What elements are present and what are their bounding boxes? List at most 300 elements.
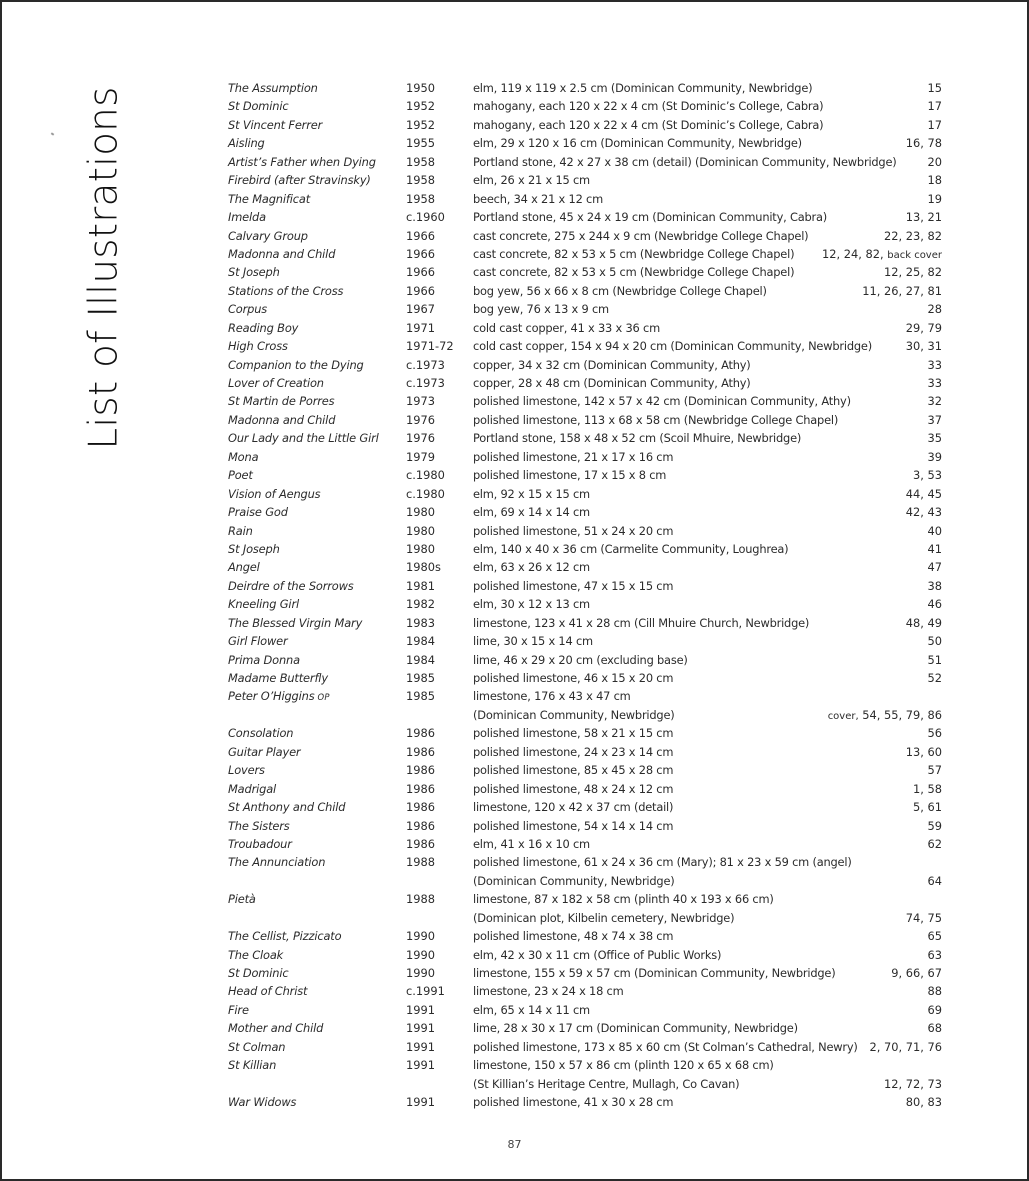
artwork-description: polished limestone, 48 x 74 x 38 cm	[473, 929, 674, 944]
artwork-page-numbers: 12, 72, 73	[884, 1076, 942, 1091]
artwork-page-numbers: 32	[927, 394, 942, 409]
artwork-description: bog yew, 76 x 13 x 9 cm	[473, 302, 609, 317]
artwork-pages	[928, 595, 943, 613]
artwork-title	[228, 890, 256, 908]
list-item	[228, 171, 946, 189]
artwork-year: 1958	[406, 173, 435, 188]
artwork-year: c.1980	[406, 486, 445, 501]
list-item	[228, 503, 946, 521]
list-item	[228, 964, 946, 982]
artwork-title	[228, 558, 260, 576]
artwork-page-numbers: 16, 78	[905, 136, 942, 151]
artwork-year: 1983	[406, 615, 435, 630]
artwork-year: 1982	[406, 597, 435, 612]
artwork-year: 1991	[406, 1039, 435, 1054]
artwork-title-text: Stations of the Cross	[228, 283, 344, 298]
artwork-year: 1991	[406, 1002, 435, 1017]
list-item-continuation	[228, 706, 946, 724]
artwork-page-numbers: 12, 25, 82	[884, 265, 942, 280]
artwork-year: 1990	[406, 929, 435, 944]
artwork-title-text: Madonna and Child	[228, 246, 336, 261]
artwork-pages	[906, 485, 942, 503]
artwork-title-text: Deirdre of the Sorrows	[228, 578, 354, 593]
artwork-title-text: Fire	[228, 1002, 249, 1017]
artwork-description: polished limestone, 46 x 15 x 20 cm	[473, 671, 674, 685]
list-item	[228, 337, 946, 355]
list-item	[228, 190, 946, 208]
artwork-description: lime, 46 x 29 x 20 cm (excluding base)	[473, 652, 688, 667]
artwork-year: 1981	[406, 578, 435, 593]
list-item	[228, 97, 946, 115]
artwork-description: polished limestone, 51 x 24 x 20 cm	[473, 523, 674, 538]
artwork-title-text: The Assumption	[228, 81, 318, 95]
list-item	[228, 632, 946, 650]
artwork-title-text: High Cross	[228, 339, 288, 354]
artwork-title	[228, 282, 343, 300]
artwork-page-numbers: 56	[927, 726, 942, 741]
artwork-pages	[928, 522, 943, 540]
artwork-year: 1966	[406, 265, 435, 280]
artwork-description: polished limestone, 142 x 57 x 42 cm (Dominican Community, Athy)	[473, 394, 851, 409]
list-item	[228, 116, 946, 134]
list-item	[228, 1056, 946, 1074]
page-title	[83, 82, 125, 454]
artwork-page-numbers: 38	[927, 578, 942, 593]
artwork-pages	[928, 1001, 943, 1019]
artwork-description: elm, 63 x 26 x 12 cm	[473, 560, 590, 575]
list-item	[228, 319, 946, 337]
artwork-year: c.1973	[406, 376, 445, 390]
artwork-title-text: Corpus	[228, 302, 268, 317]
artwork-year: 1986	[406, 836, 435, 851]
artwork-description: polished limestone, 41 x 30 x 28 cm	[473, 1095, 674, 1110]
artwork-pages	[928, 171, 943, 189]
artwork-year: 1991	[406, 1095, 435, 1110]
artwork-title	[228, 614, 362, 632]
artwork-pages	[928, 116, 943, 134]
artwork-title-text: St Joseph	[228, 265, 280, 280]
artwork-title-text: Girl Flower	[228, 634, 288, 649]
scan-speck	[51, 132, 55, 135]
artwork-page-numbers: 59	[927, 818, 942, 833]
artwork-year: c.1991	[406, 984, 445, 999]
artwork-title-text: The Cloak	[228, 947, 284, 962]
artwork-pages	[928, 411, 943, 429]
artwork-page-numbers: 50	[927, 634, 942, 649]
artwork-title	[228, 982, 307, 1000]
artwork-title-text: War Widows	[228, 1095, 297, 1110]
artwork-page-numbers: 3, 53	[913, 468, 942, 483]
artwork-year: 1986	[406, 726, 435, 741]
list-item	[228, 263, 946, 281]
artwork-pages	[906, 337, 942, 355]
artwork-year: 1984	[406, 634, 435, 649]
artwork-page-numbers: 41	[927, 541, 942, 556]
artwork-page-numbers: 74, 75	[905, 910, 942, 925]
artwork-pages	[906, 614, 942, 632]
artwork-title	[228, 522, 253, 540]
artwork-year: 1990	[406, 947, 435, 962]
artwork-year: 1976	[406, 431, 435, 446]
artwork-pages	[928, 429, 943, 447]
artwork-pages	[828, 706, 942, 726]
list-item	[228, 651, 946, 669]
list-item	[228, 282, 946, 300]
artwork-description: polished limestone, 24 x 23 x 14 cm	[473, 744, 674, 759]
artwork-year: 1980	[406, 541, 435, 556]
artwork-page-numbers: 42, 43	[905, 505, 942, 520]
artwork-title	[228, 392, 334, 410]
artwork-page-numbers: 62	[927, 836, 942, 851]
artwork-pages	[928, 835, 943, 853]
artwork-title	[228, 595, 299, 613]
artwork-pages	[928, 761, 943, 779]
artwork-description: limestone, 123 x 41 x 28 cm (Cill Mhuire Church, Newbridge)	[473, 615, 810, 630]
artwork-title-text: Calvary Group	[228, 228, 308, 243]
artwork-description: elm, 29 x 120 x 16 cm (Dominican Community, Newbridge)	[473, 136, 802, 151]
artwork-pages	[928, 632, 943, 650]
artwork-description: cast concrete, 82 x 53 x 5 cm (Newbridge College Chapel)	[473, 246, 795, 261]
list-item	[228, 227, 946, 245]
artwork-year: 1958	[406, 191, 435, 206]
list-item	[228, 817, 946, 835]
artwork-description: limestone, 150 x 57 x 86 cm (plinth 120 x 65 x 68 cm)	[473, 1058, 774, 1073]
artwork-title-suffix: OP	[317, 692, 330, 703]
artwork-page-numbers: 46	[927, 597, 942, 612]
artwork-pages	[870, 1038, 942, 1056]
artwork-page-numbers: 51	[927, 652, 942, 667]
artwork-title	[228, 761, 265, 779]
artwork-year: 1984	[406, 652, 435, 667]
artwork-description: elm, 119 x 119 x 2.5 cm (Dominican Community, Newbridge)	[473, 81, 813, 95]
artwork-title	[228, 1093, 296, 1111]
artwork-description: cold cast copper, 41 x 33 x 36 cm	[473, 320, 660, 335]
artwork-title-text: Mona	[228, 449, 259, 464]
artwork-description: (St Killian’s Heritage Centre, Mullagh, Co Cavan)	[473, 1076, 740, 1091]
list-item	[228, 982, 946, 1000]
artwork-page-numbers: 44, 45	[905, 486, 942, 501]
list-item	[228, 798, 946, 816]
artwork-title	[228, 116, 322, 134]
artwork-description: polished limestone, 61 x 24 x 36 cm (Mary); 81 x 23 x 59 cm (angel)	[473, 855, 852, 870]
list-item	[228, 208, 946, 226]
artwork-pages	[913, 466, 942, 484]
artwork-title	[228, 853, 325, 871]
list-item	[228, 1093, 946, 1111]
artwork-page-numbers: 52	[927, 671, 942, 685]
artwork-description: (Dominican Community, Newbridge)	[473, 873, 675, 888]
list-item	[228, 300, 946, 318]
artwork-year: 1986	[406, 744, 435, 759]
artwork-page-numbers: 12, 24, 82,	[822, 246, 884, 261]
artwork-page-numbers: 28	[927, 302, 942, 317]
artwork-description: elm, 69 x 14 x 14 cm	[473, 505, 590, 520]
artwork-year: 1991	[406, 1021, 435, 1036]
artwork-title-text: St Vincent Ferrer	[228, 117, 323, 132]
artwork-description: elm, 30 x 12 x 13 cm	[473, 597, 590, 612]
artwork-title-text: St Anthony and Child	[228, 800, 346, 815]
list-item	[228, 614, 946, 632]
artwork-title-text: Kneeling Girl	[228, 597, 299, 612]
artwork-pages	[928, 448, 943, 466]
artwork-page-numbers: 47	[927, 560, 942, 575]
artwork-title	[228, 448, 258, 466]
artwork-title	[228, 669, 328, 687]
artwork-title	[228, 577, 354, 595]
artwork-pages	[928, 872, 943, 890]
illustration-list	[228, 79, 946, 1112]
artwork-pages	[906, 743, 942, 761]
artwork-description: elm, 92 x 15 x 15 cm	[473, 486, 590, 501]
artwork-title-text: Our Lady and the Little Girl	[228, 431, 379, 446]
list-item	[228, 392, 946, 410]
artwork-description: limestone, 23 x 24 x 18 cm	[473, 984, 624, 999]
artwork-year: 1952	[406, 99, 435, 114]
artwork-pages	[928, 540, 943, 558]
artwork-year: 1955	[406, 136, 435, 151]
artwork-page-numbers: 65	[927, 929, 942, 944]
artwork-title	[228, 1056, 276, 1074]
page-title-text: List of Illustrations	[81, 86, 127, 450]
list-item	[228, 724, 946, 742]
artwork-title-text: Pietà	[228, 892, 256, 907]
artwork-page-numbers: 13, 60	[905, 744, 942, 759]
list-item	[228, 411, 946, 429]
artwork-title	[228, 171, 371, 189]
list-item	[228, 835, 946, 853]
artwork-description: elm, 140 x 40 x 36 cm (Carmelite Community, Loughrea)	[473, 541, 789, 556]
artwork-year: 1966	[406, 246, 435, 261]
artwork-description: (Dominican plot, Kilbelin cemetery, Newbridge)	[473, 910, 735, 925]
artwork-title	[228, 356, 364, 374]
artwork-year: 1991	[406, 1058, 435, 1073]
artwork-title-text: Head of Christ	[228, 984, 308, 999]
artwork-title	[228, 153, 376, 171]
artwork-title	[228, 503, 288, 521]
artwork-year: 1971-72	[406, 339, 454, 354]
artwork-pages	[928, 300, 943, 318]
artwork-description: Portland stone, 45 x 24 x 19 cm (Dominican Community, Cabra)	[473, 210, 828, 225]
artwork-title-text: Vision of Aengus	[228, 486, 321, 501]
artwork-title-text: Peter O’Higgins	[228, 689, 315, 704]
artwork-year: 1988	[406, 892, 435, 907]
list-item	[228, 687, 946, 705]
list-item	[228, 522, 946, 540]
artwork-page-numbers: 33	[927, 357, 942, 372]
artwork-title	[228, 300, 267, 318]
artwork-title	[228, 263, 280, 281]
artwork-title-text: Firebird (after Stravinsky)	[228, 173, 371, 188]
artwork-page-numbers: 54, 55, 79, 86	[862, 707, 942, 722]
artwork-page-numbers: 9, 66, 67	[891, 966, 942, 980]
artwork-page-numbers: 29, 79	[905, 320, 942, 335]
artwork-description: limestone, 155 x 59 x 57 cm (Dominican Community, Newbridge)	[473, 966, 836, 980]
artwork-pages	[906, 319, 942, 337]
list-item	[228, 485, 946, 503]
artwork-title	[228, 687, 330, 706]
artwork-title	[228, 780, 276, 798]
list-item	[228, 153, 946, 171]
artwork-title	[228, 1001, 249, 1019]
artwork-title	[228, 245, 335, 263]
artwork-title	[228, 927, 341, 945]
artwork-page-numbers: 37	[927, 412, 942, 427]
list-item	[228, 374, 946, 392]
artwork-pages	[928, 651, 943, 669]
artwork-year: 1966	[406, 283, 435, 298]
list-item	[228, 927, 946, 945]
artwork-pages	[928, 724, 943, 742]
artwork-pages	[906, 503, 942, 521]
artwork-page-numbers: 69	[927, 1002, 942, 1017]
artwork-year: 1986	[406, 818, 435, 833]
artwork-title	[228, 319, 298, 337]
artwork-description: polished limestone, 85 x 45 x 28 cm	[473, 763, 674, 778]
artwork-page-numbers: 13, 21	[905, 210, 942, 225]
artwork-pages	[862, 282, 942, 300]
artwork-pages	[928, 946, 943, 964]
list-item	[228, 853, 946, 871]
artwork-title	[228, 134, 265, 152]
artwork-title	[228, 540, 280, 558]
page-number: 87	[507, 1138, 522, 1151]
artwork-title-text: The Magnificat	[228, 191, 311, 206]
artwork-year: 1980s	[406, 560, 441, 575]
artwork-description: cast concrete, 82 x 53 x 5 cm (Newbridge College Chapel)	[473, 265, 795, 280]
artwork-pages	[928, 97, 943, 115]
artwork-title	[228, 374, 324, 392]
artwork-title-text: The Blessed Virgin Mary	[228, 615, 363, 630]
artwork-page-numbers: 40	[927, 523, 942, 538]
artwork-title	[228, 485, 320, 503]
artwork-title	[228, 798, 345, 816]
list-item	[228, 466, 946, 484]
artwork-description: polished limestone, 54 x 14 x 14 cm	[473, 818, 674, 833]
artwork-title-text: Prima Donna	[228, 652, 300, 667]
artwork-year: c.1960	[406, 210, 445, 225]
artwork-page-numbers: 57	[927, 763, 942, 778]
artwork-title-text: Madrigal	[228, 781, 277, 796]
artwork-title-text: The Sisters	[228, 818, 290, 833]
artwork-page-numbers: 88	[927, 984, 942, 999]
artwork-pages	[928, 558, 943, 576]
artwork-pages	[906, 134, 942, 152]
artwork-pages	[891, 964, 942, 982]
artwork-title-text: Imelda	[228, 210, 266, 225]
artwork-pages	[928, 374, 943, 392]
artwork-year: c.1980	[406, 468, 445, 483]
artwork-title-text: Companion to the Dying	[228, 357, 364, 372]
list-item	[228, 356, 946, 374]
artwork-title-text: Angel	[228, 560, 260, 575]
artwork-title-text: Guitar Player	[228, 744, 301, 759]
artwork-pages	[928, 79, 943, 97]
list-item-continuation	[228, 1075, 946, 1093]
artwork-year: 1966	[406, 228, 435, 243]
artwork-year: 1980	[406, 523, 435, 538]
artwork-page-numbers: 2, 70, 71, 76	[869, 1039, 942, 1054]
artwork-pages	[884, 1075, 942, 1093]
artwork-description: limestone, 87 x 182 x 58 cm (plinth 40 x 193 x 66 cm)	[473, 892, 774, 907]
artwork-description: polished limestone, 173 x 85 x 60 cm (St Colman’s Cathedral, Newry)	[473, 1039, 858, 1054]
artwork-pages	[884, 263, 942, 281]
artwork-title-text: Aisling	[228, 136, 265, 151]
artwork-page-numbers: 68	[927, 1021, 942, 1036]
artwork-title	[228, 97, 288, 115]
artwork-description: elm, 65 x 14 x 11 cm	[473, 1002, 590, 1017]
artwork-title-text: Lovers	[228, 763, 265, 778]
artwork-description: polished limestone, 21 x 17 x 16 cm	[473, 449, 674, 464]
artwork-year: 1990	[406, 966, 435, 980]
artwork-title-text: Madonna and Child	[228, 412, 336, 427]
artwork-year: 1967	[406, 302, 435, 317]
artwork-year: 1986	[406, 763, 435, 778]
artwork-year: 1979	[406, 449, 435, 464]
artwork-page-numbers: 1, 58	[913, 781, 942, 796]
list-item	[228, 245, 946, 263]
artwork-pages-note: cover,	[827, 710, 859, 722]
list-item	[228, 577, 946, 595]
artwork-page-numbers: 30, 31	[905, 339, 942, 354]
artwork-title-text: Consolation	[228, 726, 294, 741]
artwork-page-numbers: 22, 23, 82	[884, 228, 942, 243]
artwork-description: elm, 26 x 21 x 15 cm	[473, 173, 590, 188]
artwork-pages	[928, 927, 943, 945]
artwork-year: 1980	[406, 505, 435, 520]
artwork-description: (Dominican Community, Newbridge)	[473, 707, 675, 722]
artwork-title-text: The Annunciation	[228, 855, 326, 870]
artwork-title-text: St Colman	[228, 1039, 286, 1054]
list-item	[228, 429, 946, 447]
artwork-year: 1985	[406, 671, 435, 685]
list-item	[228, 890, 946, 908]
artwork-title	[228, 1019, 323, 1037]
artwork-page-numbers: 48, 49	[905, 615, 942, 630]
artwork-description: polished limestone, 48 x 24 x 12 cm	[473, 781, 674, 796]
artwork-year: c.1973	[406, 357, 445, 372]
artwork-description: elm, 41 x 16 x 10 cm	[473, 836, 590, 851]
artwork-title	[228, 337, 288, 355]
artwork-page-numbers: 39	[927, 449, 942, 464]
artwork-title	[228, 743, 300, 761]
list-item	[228, 1001, 946, 1019]
artwork-title-text: Praise God	[228, 505, 288, 520]
artwork-description: bog yew, 56 x 66 x 8 cm (Newbridge College Chapel)	[473, 283, 767, 298]
artwork-description: copper, 34 x 32 cm (Dominican Community, Athy)	[473, 357, 751, 372]
artwork-page-numbers: 18	[927, 173, 942, 188]
list-item	[228, 595, 946, 613]
artwork-pages	[906, 208, 942, 226]
artwork-description: polished limestone, 17 x 15 x 8 cm	[473, 468, 667, 483]
list-item	[228, 780, 946, 798]
artwork-page-numbers: 64	[927, 873, 942, 888]
list-item-continuation	[228, 872, 946, 890]
artwork-title-text: St Killian	[228, 1058, 277, 1073]
artwork-pages	[913, 798, 942, 816]
artwork-title	[228, 411, 335, 429]
artwork-description: Portland stone, 158 x 48 x 52 cm (Scoil Mhuire, Newbridge)	[473, 431, 802, 446]
artwork-title	[228, 724, 293, 742]
artwork-description: limestone, 176 x 43 x 47 cm	[473, 689, 631, 704]
artwork-title	[228, 1038, 285, 1056]
artwork-page-numbers: 17	[927, 117, 942, 132]
artwork-title	[228, 208, 266, 226]
artwork-title	[228, 835, 292, 853]
artwork-pages	[822, 245, 942, 265]
list-item	[228, 669, 946, 687]
artwork-pages	[928, 669, 943, 687]
artwork-pages	[928, 392, 943, 410]
